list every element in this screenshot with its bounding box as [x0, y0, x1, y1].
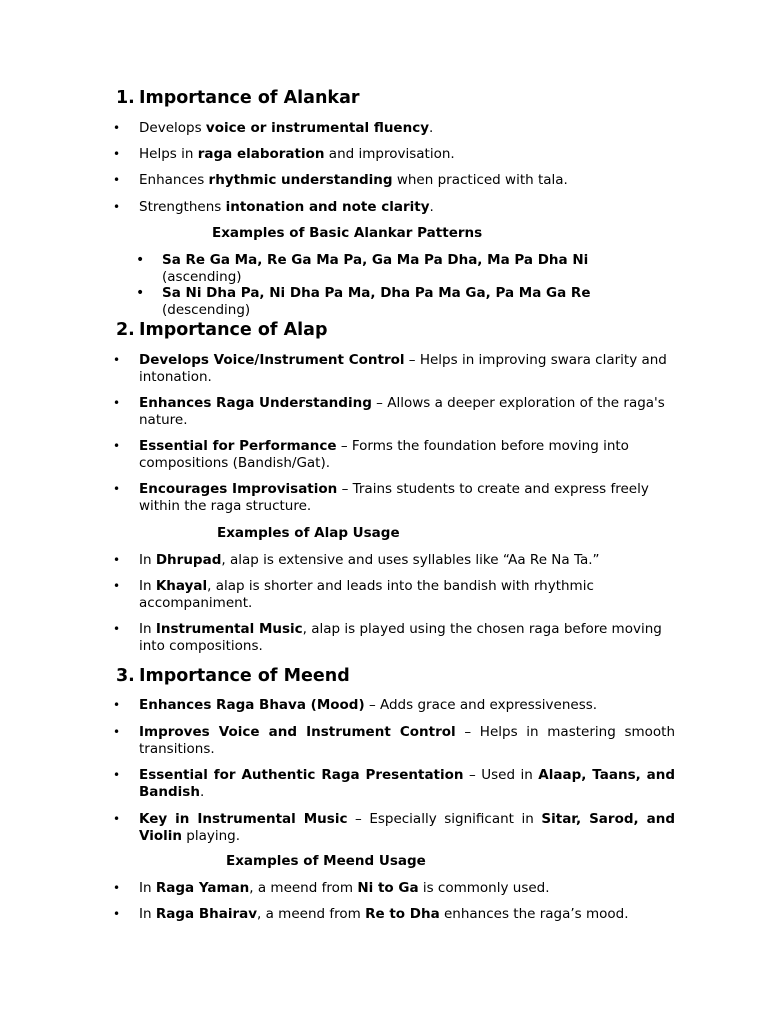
section-title: Importance of Meend	[139, 666, 350, 686]
examples-subheading: Examples of Alap Usage	[217, 525, 400, 541]
bullet-icon: •	[113, 768, 121, 782]
bullet-icon: •	[113, 173, 121, 187]
list-item: Essential for Performance – Forms the foundation before moving into compositions (Bandish/Gat).	[139, 438, 629, 471]
examples-subheading: Examples of Basic Alankar Patterns	[212, 225, 483, 241]
list-item: Enhances rhythmic understanding when practiced with tala.	[139, 172, 568, 188]
bullet-icon: •	[136, 252, 145, 268]
list-item: In Khayal, alap is shorter and leads into the bandish with rhythmic accompaniment.	[139, 578, 594, 611]
bullet-icon: •	[113, 812, 121, 826]
bullet-icon: •	[113, 200, 121, 214]
list-item: Enhances Raga Understanding – Allows a deeper exploration of the raga's nature.	[139, 395, 665, 428]
list-item: Develops voice or instrumental fluency.	[139, 120, 434, 136]
section-heading-meend	[116, 665, 350, 687]
list-item: In Raga Bhairav, a meend from Re to Dha enhances the raga’s mood.	[139, 906, 629, 922]
bullet-icon: •	[113, 482, 121, 496]
section-number: 1.	[116, 88, 135, 108]
section-number: 3.	[116, 666, 135, 686]
list-item: Improves Voice and Instrument Control – Helps in mastering smooth transitions.	[139, 724, 675, 757]
bullet-icon: •	[113, 579, 121, 593]
list-item: In Dhrupad, alap is extensive and uses syllables like “Aa Re Na Ta.”	[139, 552, 600, 568]
bullet-icon: •	[113, 553, 121, 567]
list-item: Key in Instrumental Music – Especially significant in Sitar, Sarod, and Violin playing.	[139, 811, 675, 844]
section-heading-alankar	[116, 87, 360, 109]
bullet-icon: •	[113, 439, 121, 453]
list-item: In Instrumental Music, alap is played using the chosen raga before moving into compositions.	[139, 621, 662, 654]
bullet-icon: •	[136, 285, 145, 301]
bullet-icon: •	[113, 907, 121, 921]
examples-subheading: Examples of Meend Usage	[226, 853, 426, 869]
list-item: Enhances Raga Bhava (Mood) – Adds grace and expressiveness.	[139, 697, 598, 713]
list-item: Encourages Improvisation – Trains students to create and express freely within the raga structure.	[139, 481, 649, 514]
list-item: Strengthens intonation and note clarity.	[139, 199, 434, 215]
pattern-item: Sa Ni Dha Pa, Ni Dha Pa Ma, Dha Pa Ma Ga, Pa Ma Ga Re (descending)	[162, 285, 591, 318]
bullet-icon: •	[113, 147, 121, 161]
bullet-icon: •	[113, 353, 121, 367]
list-item: Helps in raga elaboration and improvisation.	[139, 146, 455, 162]
pattern-item: Sa Re Ga Ma, Re Ga Ma Pa, Ga Ma Pa Dha, Ma Pa Dha Ni (ascending)	[162, 252, 589, 285]
bullet-icon: •	[113, 698, 121, 712]
list-item: Essential for Authentic Raga Presentation – Used in Alaap, Taans, and Bandish.	[139, 767, 676, 800]
bullet-icon: •	[113, 622, 121, 636]
bullet-icon: •	[113, 725, 121, 739]
bullet-icon: •	[113, 881, 121, 895]
bullet-icon: •	[113, 396, 121, 410]
list-item: In Raga Yaman, a meend from Ni to Ga is commonly used.	[139, 880, 550, 896]
section-heading-alap	[116, 319, 328, 341]
section-number: 2.	[116, 320, 135, 340]
section-title: Importance of Alankar	[139, 88, 360, 108]
list-item: Develops Voice/Instrument Control – Helps in improving swara clarity and intonation.	[139, 352, 667, 385]
bullet-icon: •	[113, 121, 121, 135]
section-title: Importance of Alap	[139, 320, 328, 340]
